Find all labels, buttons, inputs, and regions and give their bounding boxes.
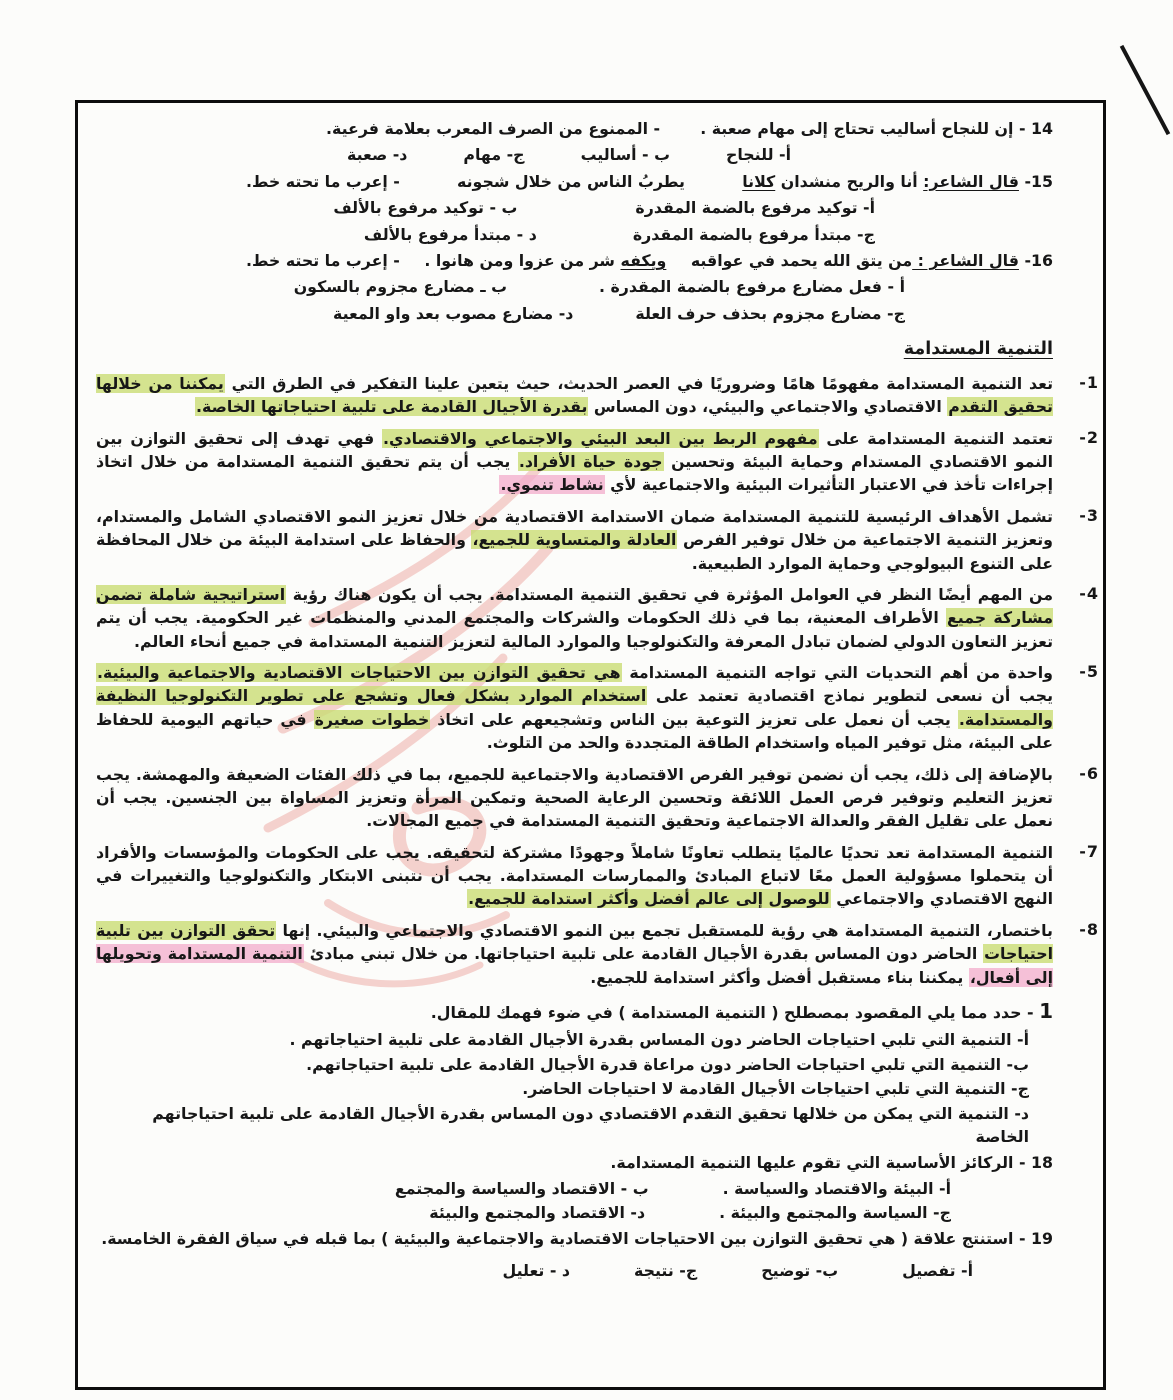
text-segment: بالإضافة إلى ذلك، يجب أن نضمن توفير الفرص الاقتصادية والاجتماعية للجميع، بما في ذلك الفئات الضعيفة والمهمشة. يجب تعزيز التعليم وتوفير فرص العمل اللائقة وتحسين الرعاية الصحية وتمكين المرأة وتعزيز المساواة بين الجنسين. يجب أن نعمل على تقليل الفقر والعدالة الاجتماعية وتحقيق التنمية المستدامة في جميع المجالات. xyxy=(96,764,1053,831)
text-segment: والحفاظ على استدامة البيئة من خلال المحافظة على التنوع البيولوجي وحماية الموارد الطبيعية. xyxy=(96,530,1053,573)
question-14-note: - الممنوع من الصرف المعرب بعلامة فرعية. xyxy=(326,119,661,138)
highlighted-text: العادلة والمتساوية للجميع، xyxy=(472,530,677,550)
margin-number-6: -6 xyxy=(1079,763,1099,783)
text-segment: تشمل الأهداف الرئيسية للتنمية المستدامة ضمان الاستدامة الاقتصادية من خلال تعزيز النمو الاقتصادي الشامل والمستدام، وتعزيز التنمية الاجتماعية من خلال توفير الفرص xyxy=(96,506,1053,550)
text-segment: الحاضر دون المساس بقدرة الأجيال القادمة على تلبية احتياجاتها. من خلال تبني مبادئ xyxy=(303,944,984,964)
option-a: أ- تفصيل xyxy=(902,1260,973,1280)
underlined-lead: قال الشاعر: xyxy=(923,171,1019,191)
question-15 xyxy=(96,170,1053,193)
highlighted-text: نشاط تنموي. xyxy=(500,475,604,495)
question-18-options-row-2 xyxy=(96,1201,1053,1224)
verse-first-hemistich: من يتق الله يحمد في عواقبه xyxy=(690,250,913,270)
highlighted-text: يمكننا من خلالها تحقيق التقدم xyxy=(96,373,1053,417)
question-17-option-a: أ- التنمية التي تلبي احتياجات الحاضر دون المساس بقدرة الأجيال القادمة على تلبية احتياجاتهم . xyxy=(289,1030,1029,1050)
text-segment: باختصار، التنمية المستدامة هي رؤية للمستقبل تجمع بين النمو الاقتصادي والاجتماعي والبيئي. إنها xyxy=(276,920,1053,940)
comprehension-questions-section xyxy=(96,997,1053,1282)
highlighted-text: تحقق التوازن بين تلبية احتياجات xyxy=(96,920,1053,964)
margin-number-8: -8 xyxy=(1079,919,1099,939)
option-a: أ- البيئة والاقتصاد والسياسة . xyxy=(722,1178,951,1198)
option-d: د- الاقتصاد والمجتمع والبيئة xyxy=(429,1203,646,1223)
text-segment: واحدة من أهم التحديات التي تواجه التنمية المستدامة xyxy=(621,663,1053,683)
text-segment: من المهم أيضًا النظر في العوامل المؤثرة في تحقيق التنمية المستدامة. يجب أن يكون هناك رؤية xyxy=(286,584,1054,604)
article-paragraph-3 xyxy=(96,505,1099,575)
question-15-stem xyxy=(742,170,1053,193)
highlighted-text: هي تحقيق التوازن بين الاحتياجات الاقتصادية والاجتماعية والبيئية. xyxy=(97,663,621,683)
article-paragraph-7 xyxy=(96,841,1099,911)
question-18-stem: 18 - الركائز الأساسية التي تقوم عليها التنمية المستدامة. xyxy=(610,1153,1053,1173)
margin-number-7: -7 xyxy=(1079,841,1099,861)
option-b: ب - أساليب xyxy=(580,145,670,165)
question-18-options-row-1 xyxy=(96,1177,1053,1200)
text-segment: تعد التنمية المستدامة مفهومًا هامًا وضروريًا في العصر الحديث، حيث يتعين علينا التفكير في الطرق التي xyxy=(224,373,1054,393)
article-paragraph-2 xyxy=(96,427,1099,497)
question-number: 16- xyxy=(1018,250,1053,270)
article-title: التنمية المستدامة xyxy=(903,339,1053,359)
question-17-option-b: ب- التنمية التي تلبي احتياجات الحاضر دون مراعاة قدرة الأجيال القادمة على تلبية احتياجاتهم. xyxy=(306,1054,1029,1074)
margin-number-3: -3 xyxy=(1079,505,1099,525)
question-16-options-row-2 xyxy=(96,302,1053,325)
article-paragraph-8 xyxy=(96,919,1099,989)
highlighted-text: استخدام الموارد بشكل فعال وتشجع على تطوير التكنولوجيا النظيفة والمستدامة. xyxy=(96,686,1053,729)
question-number: 1 xyxy=(1039,998,1053,1023)
option-c: ج- مهام xyxy=(463,145,525,165)
question-19-stem: 19 - استنتج علاقة ( هي تحقيق التوازن بين الاحتياجات الاقتصادية والاجتماعية والبيئية ) بما قبله في سياق الفقرة الخامسة. xyxy=(101,1229,1053,1249)
verse-second-hemistich: يطربُ الناس من خلال شجونه xyxy=(457,171,685,191)
option-c: ج- السياسة والمجتمع والبيئة . xyxy=(719,1203,951,1223)
option-a: أ- للنجاح xyxy=(725,145,791,165)
margin-number-2: -2 xyxy=(1079,427,1099,447)
question-14-stem: 14 - إن للنجاح أساليب تحتاج إلى مهام صعبة . xyxy=(700,119,1053,138)
option-b: ب - الاقتصاد والسياسة والمجتمع xyxy=(394,1178,649,1198)
highlighted-text: جودة حياة الأفراد. xyxy=(518,452,663,472)
text-segment: فهي تهدف إلى تحقيق التوازن بين النمو الاقتصادي المستدام وحماية البيئة وتحسين xyxy=(96,428,1053,472)
verse-second-hemistich xyxy=(424,249,666,272)
question-16-stem xyxy=(691,249,1053,272)
question-19-options xyxy=(96,1259,1053,1282)
question-16 xyxy=(96,249,1053,272)
margin-number-4: -4 xyxy=(1079,583,1099,603)
question-17-option-c: ج- التنمية التي تلبي احتياجات الأجيال القادمة لا احتياجات الحاضر. xyxy=(522,1079,1029,1099)
option-c: ج- نتيجة xyxy=(634,1260,698,1280)
page-frame xyxy=(75,100,1106,1390)
text-segment: الأطراف المعنية، بما في ذلك الحكومات والشركات والمجتمع المدني والمنظمات غير الحكومية. يجب أن يتم تعزيز التعاون الدولي لضمان تبادل المعرفة والتكنولوجيا والموارد المالية لتعزيز التنمية المستدامة في جميع أنحاء العالم. xyxy=(96,608,1053,651)
option-b: ب ـ مضارع مجزوم بالسكون xyxy=(293,277,507,297)
question-15-note: - إعرب ما تحته خط. xyxy=(246,171,400,191)
question-17-option-d: د- التنمية التي يمكن من خلالها تحقيق التقدم الاقتصادي دون المساس بقدرة الأجيال القادمة على تلبية احتياجاتهم الخاصة xyxy=(152,1103,1029,1146)
option-d: د- صعبة xyxy=(347,145,408,165)
verse-rest: شر من عزوا ومن هانوا . xyxy=(424,250,621,270)
option-b: ب- توضيح xyxy=(761,1260,839,1280)
text-segment: في حياتهم اليومية للحفاظ على البيئة، مثل توفير المياه واستخدام الطاقة المتجددة والحد من التلوث. xyxy=(96,709,1053,753)
option-a: أ - فعل مضارع مرفوع بالضمة المقدرة . xyxy=(598,277,905,297)
question-16-options-row-1 xyxy=(96,275,1053,298)
option-c: ج- مبتدأ مرفوع بالضمة المقدرة xyxy=(632,224,875,244)
underlined-lead: قال الشاعر : xyxy=(912,250,1019,270)
highlighted-text: للوصول إلى عالم أفضل وأكثر استدامة للجميع. xyxy=(468,889,830,909)
article-paragraph-1 xyxy=(96,372,1099,419)
option-d: د - تعليل xyxy=(502,1260,570,1280)
article-paragraph-5 xyxy=(96,661,1099,755)
grammar-questions-section xyxy=(96,117,1053,325)
question-15-options-row-2 xyxy=(96,223,1053,246)
question-17-stem: - حدد مما يلي المقصود بمصطلح ( التنمية المستدامة ) في ضوء فهمك للمقال. xyxy=(430,1002,1040,1022)
page-content xyxy=(78,103,1103,1387)
highlighted-text: مفهوم الربط بين البعد البيئي والاجتماعي والاقتصادي. xyxy=(383,428,818,448)
text-segment: تعتمد التنمية المستدامة على xyxy=(818,428,1054,448)
highlighted-text: التنمية المستدامة وتحويلها إلى أفعال، xyxy=(96,944,1053,987)
highlighted-text: خطوات صغيرة xyxy=(314,709,430,729)
margin-number-5: -5 xyxy=(1079,662,1099,682)
article-paragraph-6 xyxy=(96,763,1099,833)
option-a: أ- توكيد مرفوع بالضمة المقدرة xyxy=(635,198,875,218)
text-segment: الاقتصادي والاجتماعي والبيئي، دون المساس xyxy=(588,397,948,417)
question-14-options xyxy=(96,143,1053,166)
question-number: 15- xyxy=(1018,171,1053,191)
option-c: ج- مضارع مجزوم بحذف حرف العلة xyxy=(635,303,905,323)
verse-first-part: أنا والريح منشدان xyxy=(775,171,924,191)
text-segment: يجب أن نعمل على تعزيز التوعية بين الناس وتشجيعهم على اتخاذ xyxy=(430,709,958,729)
highlighted-text: استراتيجية شاملة تضمن مشاركة جميع xyxy=(96,584,1053,628)
question-16-note: - إعرب ما تحته خط. xyxy=(246,250,400,270)
option-d: د - مبتدأ مرفوع بالألف xyxy=(363,224,537,244)
question-17 xyxy=(96,997,1053,1027)
highlighted-text: بقدرة الأجيال القادمة على تلبية احتياجاتها الخاصة. xyxy=(195,397,588,417)
text-segment: يمكننا بناء مستقبل أفضل وأكثر استدامة للجميع. xyxy=(590,967,969,987)
text-segment: التنمية المستدامة تعد تحديًا عالميًا يتطلب تعاونًا شاملاً وجهودًا مشتركة لتحقيقه. يجب على الحكومات والمؤسسات والأفراد أن يتحملوا مسؤولية العمل معًا لاتباع المبادئ والممارسات المستدامة. يجب أن نتبنى الابتكار والتكنولوجيا والتغييرات في النهج الاقتصادي والاجتماعي xyxy=(96,842,1053,909)
text-segment: يجب أن يتم تحقيق التنمية المستدامة من خلال اتخاذ إجراءات تأخذ في الاعتبار التأثيرات البيئية والاجتماعية لأي xyxy=(96,452,1053,495)
article-paragraph-4 xyxy=(96,583,1099,653)
margin-number-1: -1 xyxy=(1079,372,1099,392)
underlined-word: ويكفه xyxy=(620,250,667,270)
corner-scan-mark xyxy=(1120,45,1170,135)
question-14 xyxy=(96,117,1053,140)
option-d: د- مضارع مصوب بعد واو المعية xyxy=(333,303,574,323)
text-segment: يجب أن نسعى لتطوير نماذج اقتصادية تعتمد على xyxy=(647,686,1053,706)
underlined-word: كلانا xyxy=(742,171,776,191)
question-15-options-row-1 xyxy=(96,196,1053,219)
option-b: ب - توكيد مرفوع بالألف xyxy=(333,198,518,218)
